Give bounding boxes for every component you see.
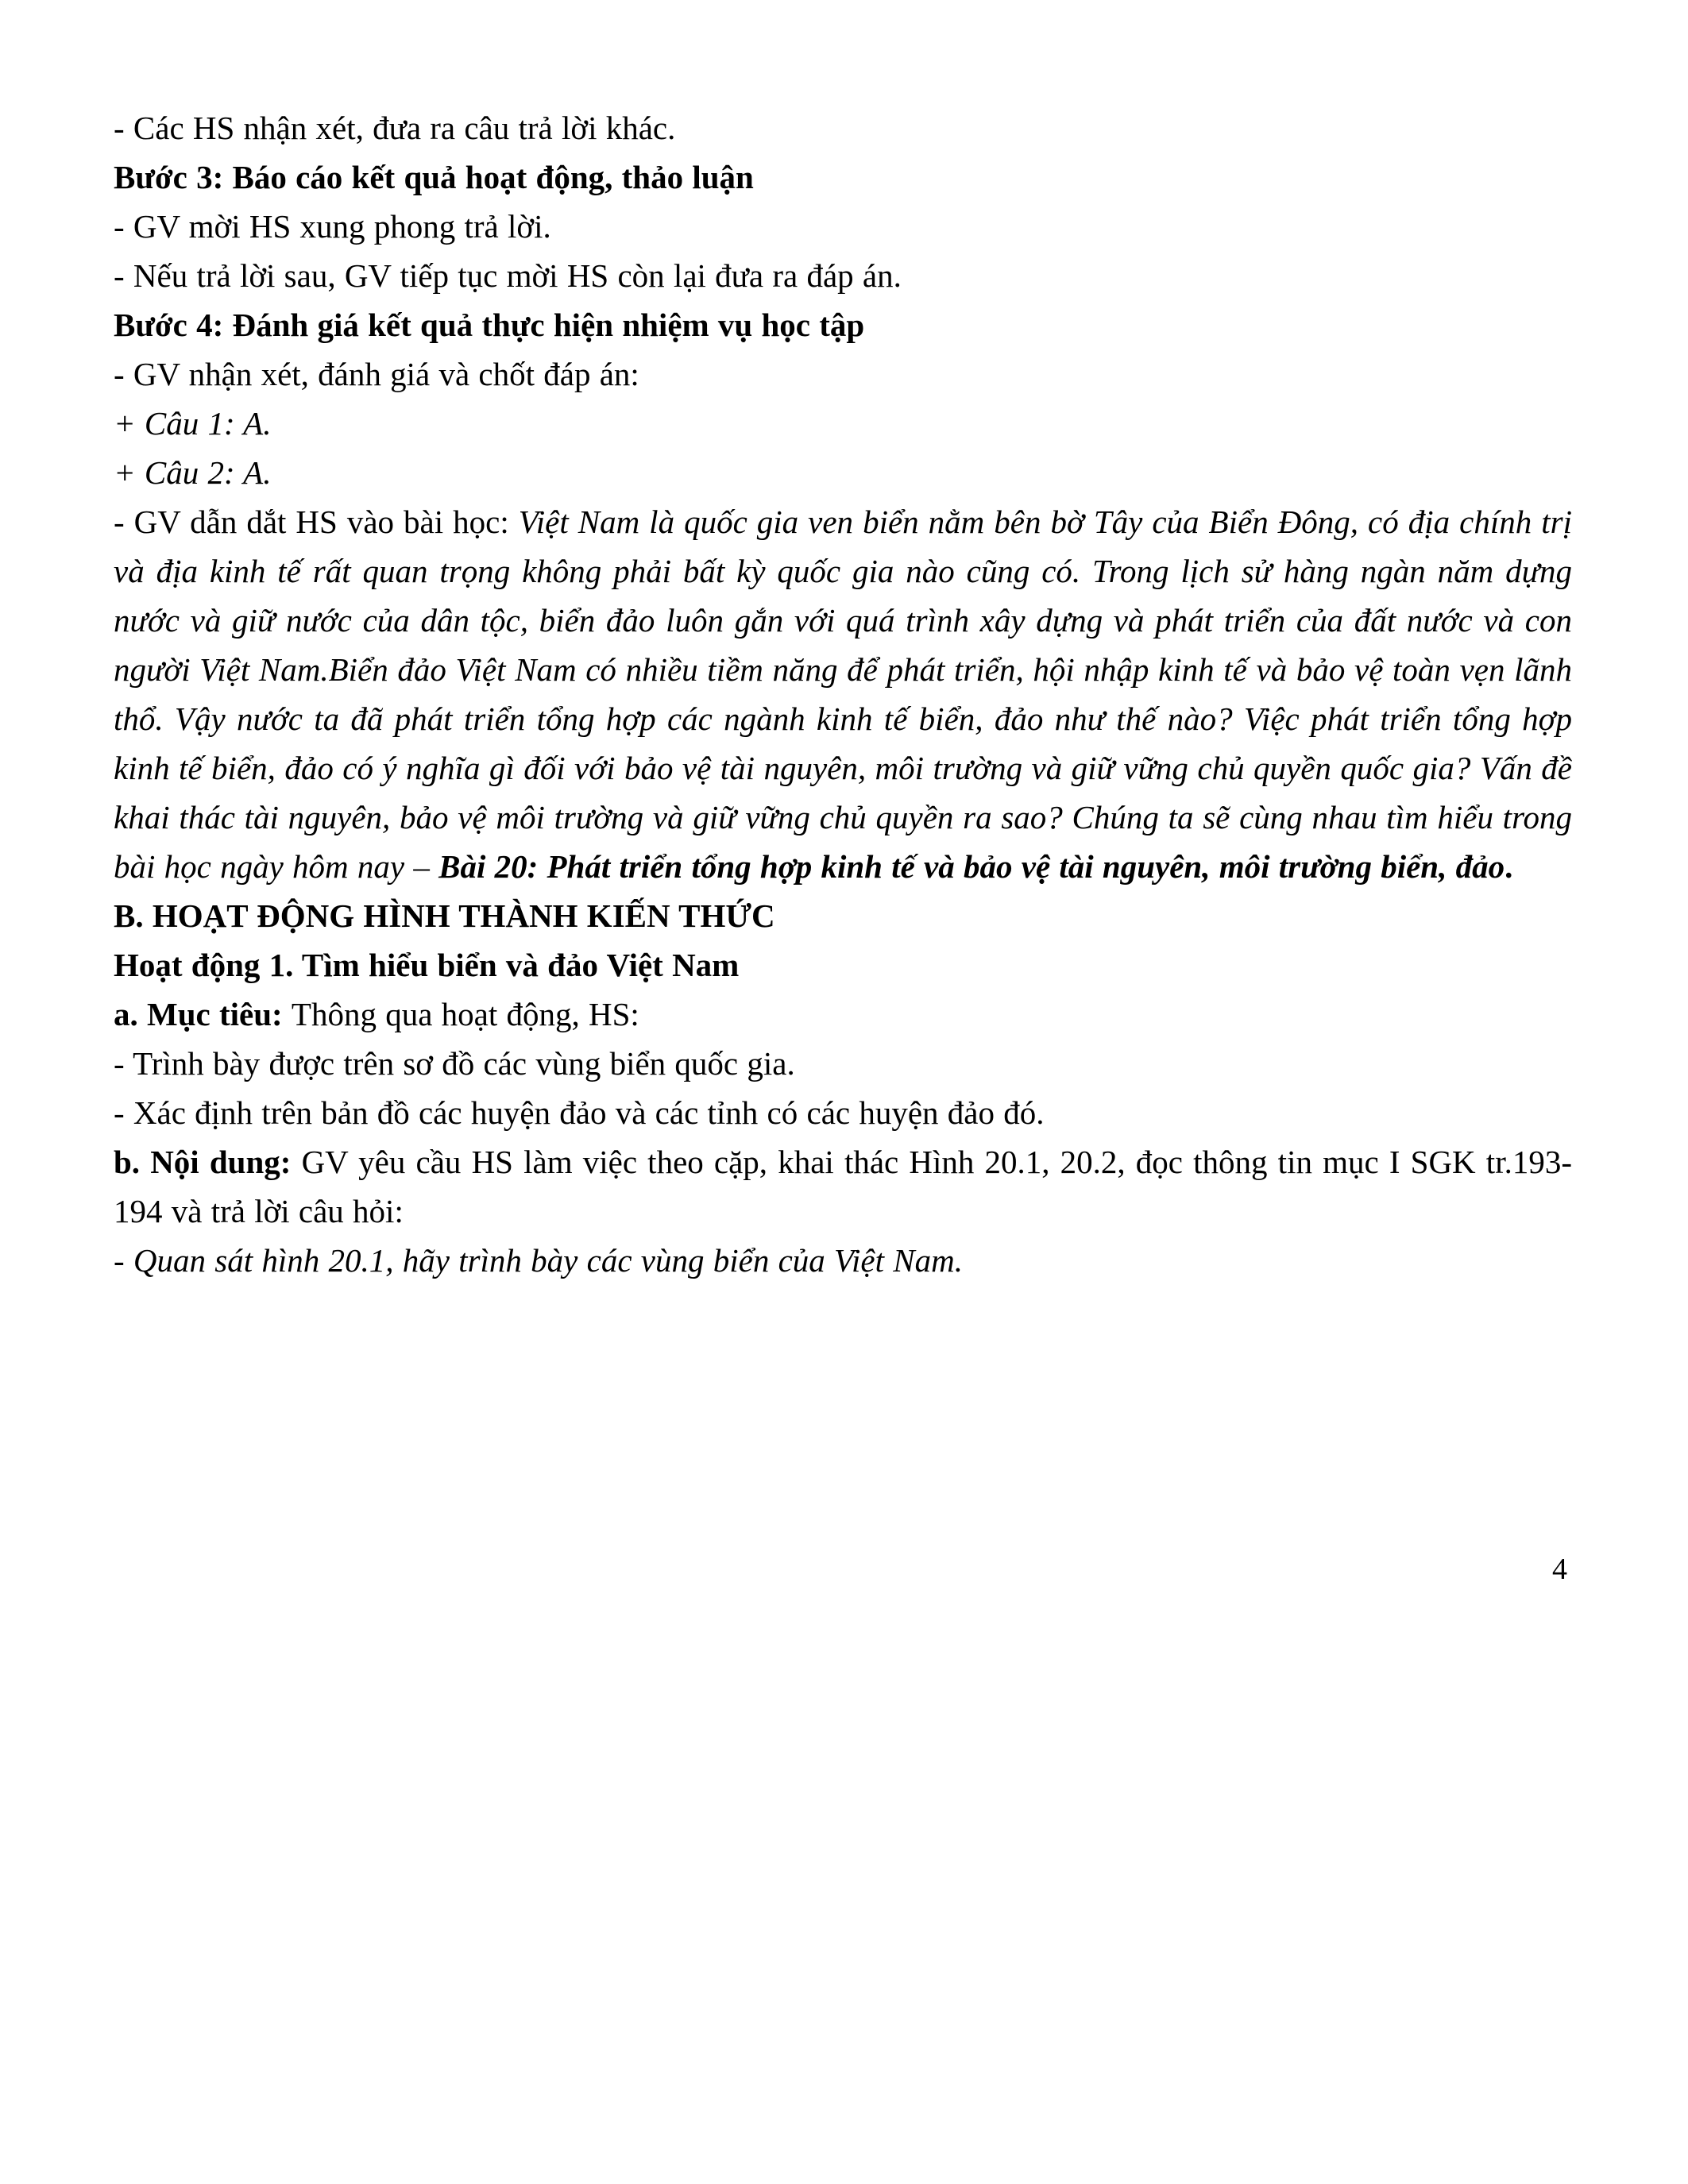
text-run: - GV nhận xét, đánh giá và chốt đáp án: — [114, 356, 639, 392]
text-run: - Quan sát hình 20.1, hãy trình bày các vùng biển của Việt Nam. — [114, 1242, 963, 1279]
text-run: Bước 3: Báo cáo kết quả hoạt động, thảo luận — [114, 159, 754, 195]
text-run: + Câu 1: A. — [114, 405, 272, 442]
text-run: a. Mục tiêu: — [114, 996, 292, 1032]
text-run: b. Nội dung: — [114, 1144, 302, 1180]
paragraph — [114, 103, 1572, 152]
text-run: Bước 4: Đánh giá kết quả thực hiện nhiệm vụ học tập — [114, 307, 865, 343]
text-run: - GV dẫn dắt HS vào bài học: — [114, 504, 519, 540]
paragraph — [114, 1088, 1572, 1137]
paragraph — [114, 940, 1572, 990]
text-run: Bài 20: Phát triển tổng hợp kinh tế và bảo vệ tài nguyên, môi trường biển, đảo — [438, 848, 1505, 885]
paragraph — [114, 497, 1582, 891]
paragraph — [114, 300, 1572, 349]
text-run: - Nếu trả lời sau, GV tiếp tục mời HS còn lại đưa ra đáp án. — [114, 257, 902, 294]
page-number: 4 — [1552, 1553, 1567, 1586]
text-run: - Xác định trên bản đồ các huyện đảo và các tỉnh có các huyện đảo đó. — [114, 1094, 1045, 1131]
text-run: B. HOẠT ĐỘNG HÌNH THÀNH KIẾN THỨC — [114, 897, 775, 934]
text-run: . — [1505, 848, 1513, 885]
paragraph — [114, 202, 1572, 251]
paragraph — [114, 152, 1572, 202]
paragraph — [114, 399, 1572, 448]
text-run: - GV mời HS xung phong trả lời. — [114, 208, 551, 245]
paragraph — [114, 251, 1572, 300]
text-run: + Câu 2: A. — [114, 454, 272, 491]
text-run: - Các HS nhận xét, đưa ra câu trả lời khác. — [114, 110, 676, 146]
paragraph — [114, 1137, 1572, 1236]
text-run: - Trình bày được trên sơ đồ các vùng biển quốc gia. — [114, 1045, 795, 1082]
text-run: Hoạt động 1. Tìm hiểu biển và đảo Việt Nam — [114, 947, 740, 983]
text-run: Việt Nam là quốc gia ven biển nằm bên bờ Tây của Biển Đông, có địa chính trị và địa kinh tế rất quan trọng không phải bất kỳ quốc gia nào cũng có. Trong lịch sử hàng ngàn năm dựng nước và giữ nước của dân tộc, biển đảo luôn gắn với quá trình xây dựng và phát triển của đất nước và con người Việt Nam.Biển đảo Việt Nam có nhiều tiềm năng để phát triển, hội nhập kinh tế và bảo vệ toàn vẹn lãnh thổ. Vậy nước ta đã phát triển tổng hợp các ngành kinh tế biển, đảo như thế nào? Việc phát triển tổng hợp kinh tế biển, đảo có ý nghĩa gì đối với bảo vệ tài nguyên, môi trường và giữ vững chủ quyền quốc gia? Vấn đề khai thác tài nguyên, bảo vệ môi trường và giữ vững chủ quyền ra sao? Chúng ta sẽ cùng nhau tìm hiểu trong bài học ngày hôm nay – — [114, 504, 1582, 885]
paragraph — [114, 990, 1572, 1039]
paragraph — [114, 349, 1572, 399]
paragraph — [114, 891, 1572, 940]
paragraph — [114, 1039, 1572, 1088]
text-run: GV yêu cầu HS làm việc theo cặp, khai thác Hình 20.1, 20.2, đọc thông tin mục I SGK tr.193-194 và trả lời câu hỏi: — [114, 1144, 1572, 1229]
text-run: Thông qua hoạt động, HS: — [291, 996, 639, 1032]
paragraph — [114, 1236, 1572, 1285]
paragraph — [114, 448, 1572, 497]
document-content — [114, 103, 1582, 1285]
